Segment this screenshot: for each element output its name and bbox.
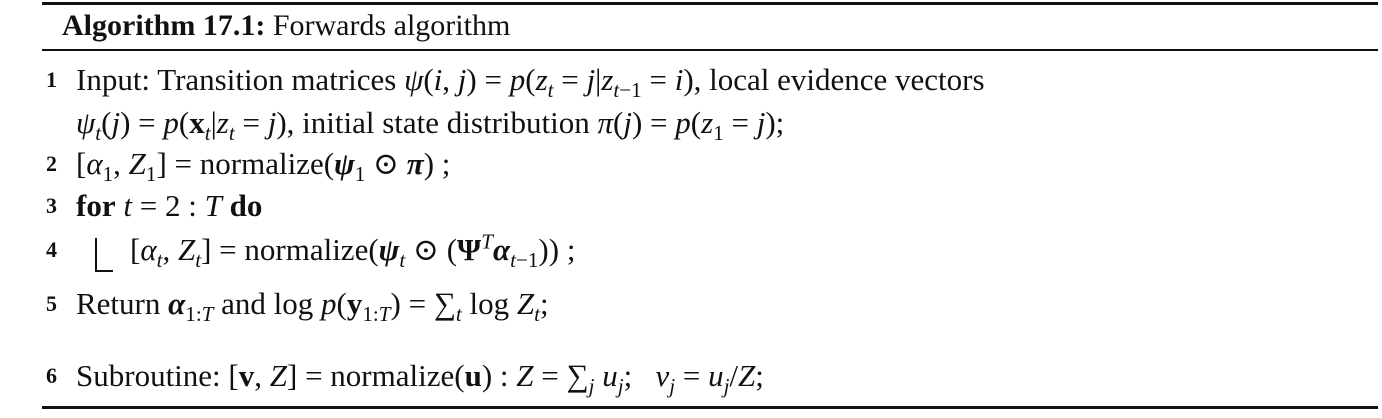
- algorithm-line-1: Input: Transition matrices ψ(i, $j) = p(z_t = j|z_{t-1} = i)$, local evidence vectors: [76, 62, 985, 103]
- algorithm-name: Forwards algorithm: [272, 9, 511, 42]
- title-rule: [42, 49, 1378, 51]
- algorithm-line-3: for t = 2 : T do: [76, 188, 263, 223]
- algorithm-label: Algorithm 17.1:: [62, 9, 266, 42]
- line-number-1: 1: [46, 67, 57, 92]
- algorithm-line-6: Subroutine: [v, Z] = normalize(u) : $Z = \sum_j$ $u_j$; $v_j = u_j/Z$;: [76, 358, 764, 399]
- algorithm-line-4: [$\alpha_t$, $Z_t$] = $normalize(\psi_t$ ⊙ $(\Psi^T\alpha_{t-1})$) ;: [130, 229, 576, 273]
- loop-bar: [95, 238, 97, 272]
- line-number-5: 5: [46, 291, 57, 316]
- algorithm-line-2: [$\alpha_1$, $Z_1$] = $normalize(\psi_1$ ⊙ π) ;: [76, 146, 451, 187]
- algorithm-title: [62, 6, 510, 46]
- loop-bar-foot: [95, 270, 113, 272]
- line-number-6: 6: [46, 363, 57, 388]
- line-number-4: 4: [46, 237, 57, 262]
- line-number-2: 2: [46, 151, 57, 176]
- line-number-3: 3: [46, 193, 57, 218]
- top-rule: [42, 2, 1378, 5]
- algorithm-line-1-continued: $\psi_t(j) = p(x_t|z_t = j)$, initial state distribution $\pi(j) = p(z_1 = j)$;: [76, 105, 785, 146]
- bottom-rule: [42, 406, 1378, 409]
- algorithm-line-5: Return $\alpha_{1:T}$ and $\log p(y_{1:T}) = \sum_t$ $\log Z_t$;: [76, 286, 549, 327]
